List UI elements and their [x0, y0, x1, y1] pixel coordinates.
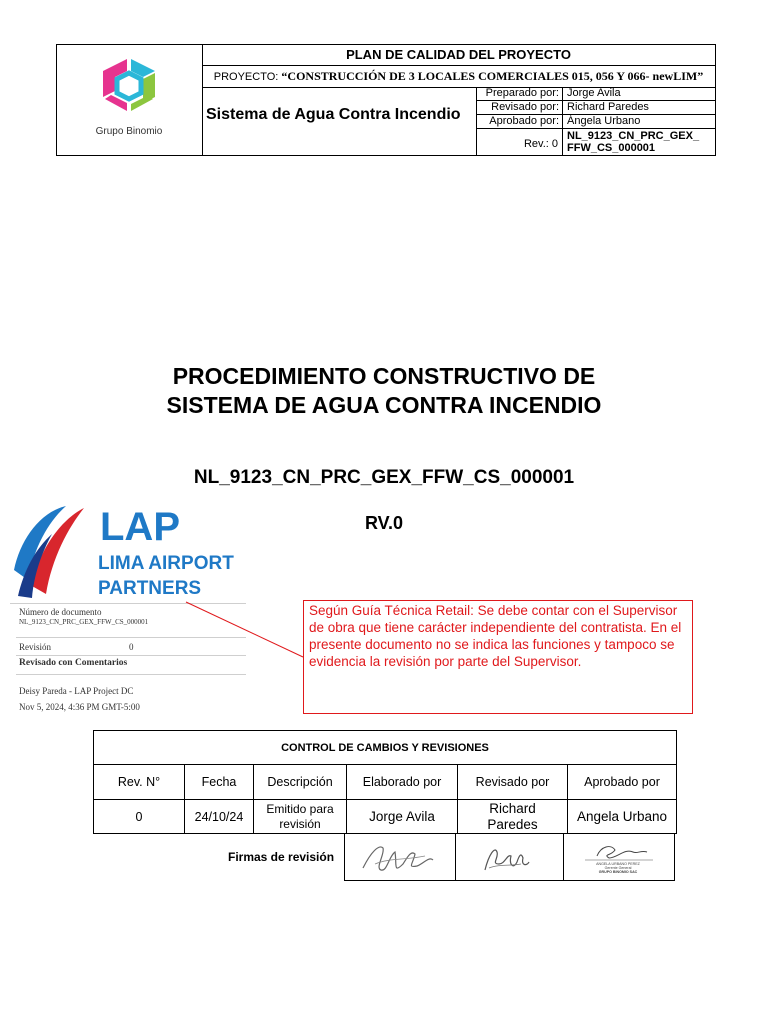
project-name: “CONSTRUCCIÓN DE 3 LOCALES COMERCIALES 015, 056 Y 066- newLIM”: [281, 69, 704, 83]
reviewed-value: Richard Paredes: [567, 101, 649, 113]
document-code: NL_9123_CN_PRC_GEX_FFW_CS_000001: [193, 467, 575, 488]
cell-date: 24/10/24: [185, 800, 254, 834]
col-description: Descripción: [254, 765, 347, 800]
project-row: [202, 65, 715, 88]
signature-reviewed: [455, 834, 564, 881]
document-title: [80, 362, 688, 420]
company-logo-cell: [57, 45, 203, 155]
reviewed-row: [477, 101, 715, 115]
stamp-revision-value: 0: [129, 642, 134, 652]
revisions-table: [93, 730, 677, 834]
approved-value: Ángela Urbano: [567, 115, 641, 127]
signatures-label: Firmas de revisión: [228, 850, 335, 864]
revisions-caption: CONTROL DE CAMBIOS Y REVISIONES: [94, 731, 677, 765]
col-approved: Aprobado por: [568, 765, 677, 800]
reviewed-label: Revisado por:: [477, 101, 563, 114]
lap-text-3: PARTNERS: [98, 578, 202, 599]
grupo-binomio-logo: [57, 45, 202, 155]
prepared-value: Jorge Avila: [567, 87, 621, 99]
approved-label: Aprobado por:: [477, 115, 563, 128]
doc-number-label: Número de documento: [19, 607, 102, 617]
col-reviewed: Revisado por: [458, 765, 568, 800]
project-label: PROYECTO:: [213, 71, 282, 83]
doc-number-value: NL_9123_CN_PRC_GEX_FFW_CS_000001: [19, 618, 149, 626]
col-rev: Rev. N°: [94, 765, 185, 800]
revision-label: Rev.: 0: [477, 129, 563, 155]
cell-reviewed: Richard Paredes: [458, 800, 568, 834]
prepared-row: [477, 87, 715, 101]
document-header: [56, 44, 716, 156]
review-comment[interactable]: Según Guía Técnica Retail: Se debe contar con el Supervisor de obra que tiene carácter independiente del contratista. En el presente documento no se indica las funciones y tampoco se evidencia la revisión por parte del Supervisor.: [303, 600, 693, 714]
approved-row: [477, 115, 715, 129]
plan-title: PLAN DE CALIDAD DEL PROYECTO: [202, 45, 715, 66]
company-name: Grupo Binomio: [95, 126, 163, 137]
document-revision: RV.0: [364, 513, 404, 533]
lap-review-stamp: [10, 500, 246, 715]
title-line-1: PROCEDIMIENTO CONSTRUCTIVO DE: [172, 363, 596, 389]
signature-prepared-image: [345, 834, 455, 880]
stamp-text-3: GRUPO BINOMIO SAC: [598, 870, 638, 874]
review-date: Nov 5, 2024, 4:36 PM GMT-5:00: [19, 702, 140, 712]
stamp-revision-label: Revisión: [19, 642, 52, 652]
stamp-text-2: Gerente General: [604, 866, 632, 870]
lap-text: LAP: [100, 505, 180, 549]
table-row: [94, 800, 677, 834]
cell-rev: 0: [94, 800, 185, 834]
signature-reviewed-image: [455, 834, 563, 880]
cell-approved: Angela Urbano: [568, 800, 677, 834]
title-line-2: SISTEMA DE AGUA CONTRA INCENDIO: [166, 392, 602, 418]
revisions-header-row: [94, 765, 677, 800]
lap-text-2: LIMA AIRPORT: [98, 553, 234, 574]
col-date: Fecha: [185, 765, 254, 800]
system-title: Sistema de Agua Contra Incendio: [202, 87, 477, 155]
review-status: Revisado con Comentarios: [19, 658, 128, 668]
lap-stamp-info: [10, 603, 246, 716]
revision-row: [477, 129, 715, 155]
stamp-text-1: ANGELA URBANO PEREZ: [596, 862, 640, 866]
lap-logo: [10, 500, 246, 602]
prepared-label: Preparado por:: [477, 87, 563, 100]
reviewer-name: Deisy Pareda - LAP Project DC: [19, 686, 134, 696]
col-prepared: Elaborado por: [347, 765, 458, 800]
signature-approved-image: [563, 834, 674, 880]
cell-description: Emitido para revisión: [254, 800, 347, 834]
signature-prepared: [344, 834, 456, 881]
signature-approved: [563, 834, 675, 881]
signatures-row: [93, 834, 675, 881]
revision-code: NL_9123_CN_PRC_GEX_ FFW_CS_000001: [567, 130, 700, 154]
cell-prepared: Jorge Avila: [347, 800, 458, 834]
